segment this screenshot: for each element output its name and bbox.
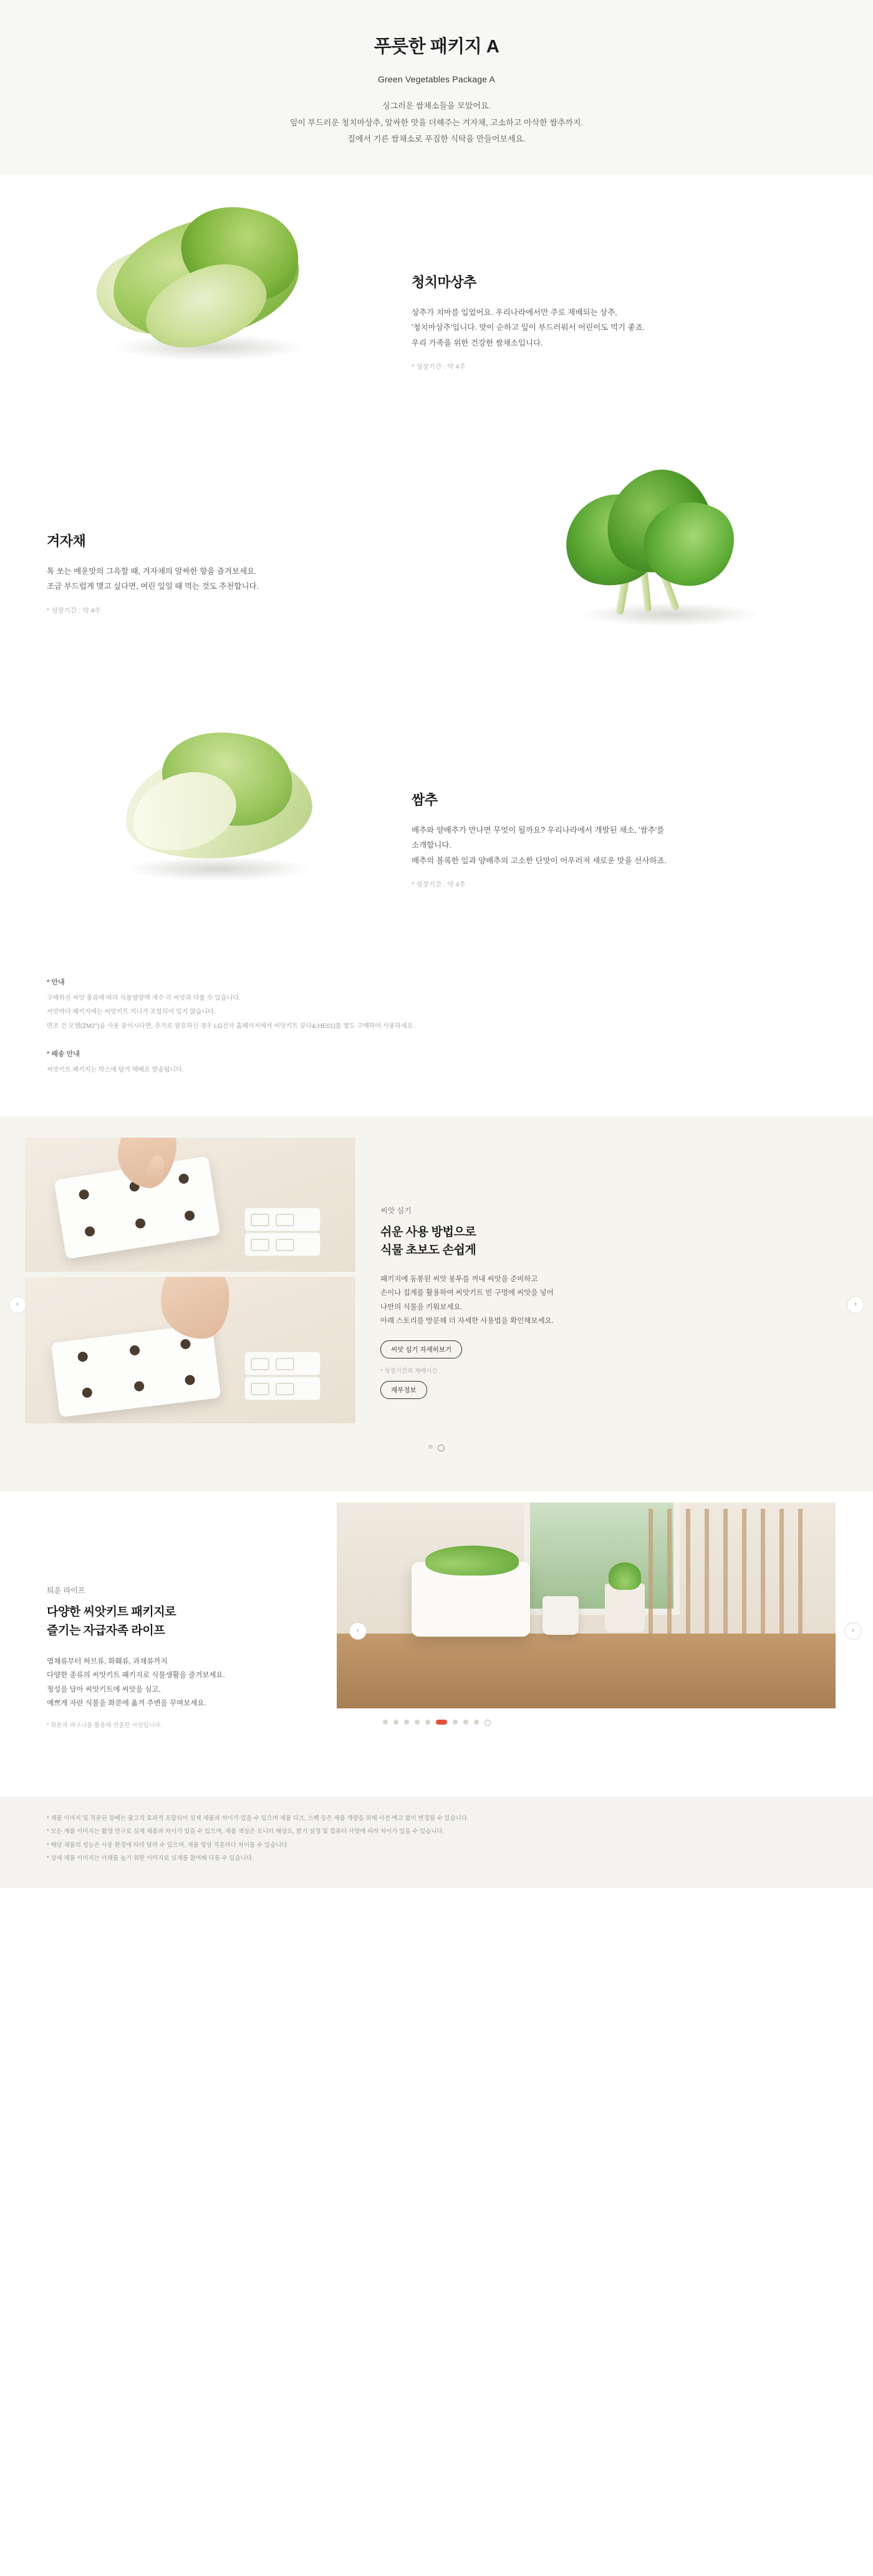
product-name: 청치마상추 [412, 274, 476, 290]
product-image-mustard [486, 434, 836, 693]
product-name: 쌈추 [412, 792, 438, 808]
seed-desc-line-2: 손이나 집게를 활용하여 씨앗키트 빈 구멍에 씨앗을 넣어 [380, 1289, 554, 1297]
carousel-pause-dot[interactable] [485, 1720, 491, 1726]
life-desc-line-1: 엽채류부터 허브류, 화훼류, 과채류까지 [47, 1657, 168, 1665]
product-desc-line-2: '청치마상추'입니다. 맛이 순하고 잎이 부드러워서 어린이도 먹기 좋죠. [412, 323, 645, 332]
carousel-dot[interactable] [425, 1720, 430, 1725]
hero-desc-line-2: 잎이 부드러운 청치마상추, 알싸한 맛을 더해주는 겨자채, 고소하고 아삭한 쌈추까지. [289, 117, 584, 127]
life-description [47, 1655, 271, 1711]
hero-desc-line-1: 싱그러운 쌈채소들을 모았어요. [382, 101, 491, 110]
guide-info-line-3: 면조 건 모델(ZM2°)을 사용 중이시다면, 추가로 필요하신 경우 LG전자 홈페이지에서 씨앗키트 끌다&;HE01)를 별도 구매하여 사용하세요. [47, 1022, 415, 1030]
life-desc-line-3: 청성을 담아 씨앗키트에 씨앗을 심고, [47, 1685, 161, 1693]
product-section-lettuce [0, 175, 873, 434]
carousel-dot[interactable] [463, 1720, 468, 1725]
guide-info-line-2: 씨앗마다 패키지에는 씨앗키트 끼니가 포함되어 있지 않습니다. [47, 1009, 216, 1016]
life-section [0, 1491, 873, 1776]
product-desc-line-3: 배추의 볼록한 잎과 양배추의 고소한 단맛이 어우러져 새로운 맛을 선사하죠. [412, 856, 667, 865]
seed-planting-section [0, 1116, 873, 1491]
carousel-pause-dot[interactable] [438, 1445, 445, 1451]
guide-info-line-1: 구매하신 씨앗 종류에 따라 식물영양액 개수 각 씨앗과 다를 수 있습니다. [47, 994, 241, 1002]
life-carousel-prev-button[interactable]: ‹ [349, 1622, 367, 1640]
seed-detail-button[interactable]: 씨앗 심기 자세히보기 [380, 1340, 462, 1358]
footer-disclaimer [0, 1797, 873, 1888]
carousel-prev-button[interactable]: ‹ [9, 1296, 26, 1314]
carousel-dot-active[interactable] [436, 1720, 447, 1725]
life-carousel-dots[interactable] [0, 1720, 873, 1726]
product-desc-line-2: 소개합니다. [412, 841, 451, 850]
product-desc-line-1: 상추가 치마를 입었어요. 우리나라에서만 주로 재배되는 상추, [412, 307, 617, 317]
hero-subtitle: Green Vegetables Package A [377, 74, 496, 84]
seed-heading-line-1: 쉬운 사용 방법으로 [380, 1225, 476, 1239]
footer-line-4: * 상세 제품 이미지는 아래를 높기 위한 이미지로 실제를 참여해 다를 수 있습니다. [47, 1855, 254, 1862]
guide-shipping-line-1: 씨앗키트 패키지는 박스에 담겨 택배로 발송됩니다. [47, 1067, 184, 1074]
carousel-dot[interactable] [453, 1720, 458, 1725]
life-text-block [47, 1585, 271, 1735]
product-growth-note: * 성장기간 : 약 4주 [412, 881, 466, 889]
carousel-dot[interactable] [428, 1445, 433, 1449]
seed-desc-line-4: 아래 스토리를 방문해 더 자세한 사용법을 확인해보세요. [380, 1317, 554, 1325]
footer-line-3: * 해당 제품의 성능은 사용 환경에 따라 달라 수 있으며, 제품 영상 적혼마다 차이를 수 있습니다. [47, 1841, 289, 1849]
life-carousel-next-button[interactable]: › [844, 1622, 862, 1640]
life-eyebrow: 틔운 라이프 [47, 1586, 85, 1595]
seed-photo-group [25, 1138, 355, 1428]
hero-desc-line-3: 집에서 기른 쌈채소로 푸짐한 식탁을 만들어보세요. [347, 134, 526, 144]
seed-material-info-button[interactable]: 재부정보 [380, 1381, 427, 1399]
product-growth-note: * 성장기간 : 약 4주 [47, 606, 101, 614]
product-name: 겨자채 [47, 533, 86, 549]
life-note: * 화분과 바구니를 활용해 연출한 사진입니다. [47, 1722, 162, 1730]
product-desc-line-1: 배추와 양배추가 만나면 무엇이 될까요? 우리나라에서 개발된 채소, '쌈추'를 [412, 825, 665, 835]
footer-line-1: * 제품 이미지 및 직문된 장배는 광고적 효과적 포함되어 실제 제품과 차이가 있을 수 있으며 제품 디즈, 스펙 등은 제품 개량을 위해 사전 예고 없이 변경될 수 있습니다. [47, 1814, 469, 1822]
product-description [412, 823, 673, 868]
seed-desc-line-3: 나만의 식물을 키워보세요. [380, 1303, 463, 1311]
product-desc-line-2: 조금 부드럽게 맺고 싶다면, 여린 잎일 때 먹는 것도 추천합니다. [47, 582, 259, 591]
guide-notes [47, 952, 826, 1116]
hero-description [0, 98, 873, 148]
carousel-dot[interactable] [404, 1720, 409, 1725]
carousel-dot[interactable] [415, 1720, 420, 1725]
seed-photo-top [25, 1138, 355, 1272]
product-section-mustard [0, 434, 873, 693]
hero-section [0, 0, 873, 175]
page-title: 푸릇한 패키지 A [374, 37, 499, 57]
seed-heading-line-2: 식물 초보도 손쉽게 [380, 1244, 476, 1257]
life-image [337, 1503, 836, 1708]
product-image-ssamchu [37, 693, 387, 952]
product-description [47, 564, 309, 594]
life-desc-line-2: 다양한 종류의 씨앗키트 패키지로 식물생활을 즐겨보세요. [47, 1672, 225, 1680]
product-section-ssamchu [0, 693, 873, 952]
seed-description [380, 1272, 567, 1329]
carousel-next-button[interactable]: › [847, 1296, 864, 1314]
product-growth-note: * 성장기간 : 약 4주 [412, 363, 466, 371]
seed-heading [380, 1223, 567, 1260]
product-description [412, 305, 673, 351]
carousel-dot[interactable] [474, 1720, 479, 1725]
seed-text-block [380, 1138, 567, 1428]
carousel-dot[interactable] [383, 1720, 388, 1725]
product-text-lettuce [412, 272, 673, 371]
seed-eyebrow: 씨앗 심기 [380, 1206, 412, 1215]
guide-title-info: * 안내 [47, 978, 65, 986]
product-desc-line-3: 우리 가족을 위한 건강한 쌈채소입니다. [412, 338, 543, 347]
life-desc-line-4: 예쁘게 자란 식물을 화분에 옮겨 주변을 꾸며보세요. [47, 1699, 206, 1707]
product-text-mustard [47, 531, 309, 615]
seed-photo-bottom [25, 1277, 355, 1423]
seed-desc-line-1: 패키지에 동봉된 씨앗 봉투를 꺼내 씨앗을 준비하고 [380, 1275, 538, 1283]
life-heading [47, 1603, 271, 1641]
seed-carousel-dots[interactable] [0, 1445, 873, 1451]
carousel-dot[interactable] [393, 1720, 398, 1725]
guide-title-shipping: * 배송 안내 [47, 1050, 80, 1058]
life-heading-line-1: 다양한 씨앗키트 패키지로 [47, 1605, 176, 1619]
footer-line-2: * 모든 제품 이미지는 활영 연구로 실제 제품과 차이가 있을 수 있으며, 제품 색상은 모니터 해상도, 밝기 설정 및 컴퓨터 사양에 따라 차이가 있을 수 있습니다. [47, 1828, 445, 1836]
product-desc-line-1: 톡 쏘는 매운맛의 그윽할 때, 겨자채의 알싸한 향을 즐겨보세요. [47, 566, 257, 576]
life-heading-line-2: 즐기는 자급자족 라이프 [47, 1624, 165, 1638]
product-text-ssamchu [412, 790, 673, 889]
product-image-lettuce [37, 175, 387, 434]
seed-mini-note: * 성장기간과 재배시간 [380, 1368, 438, 1375]
